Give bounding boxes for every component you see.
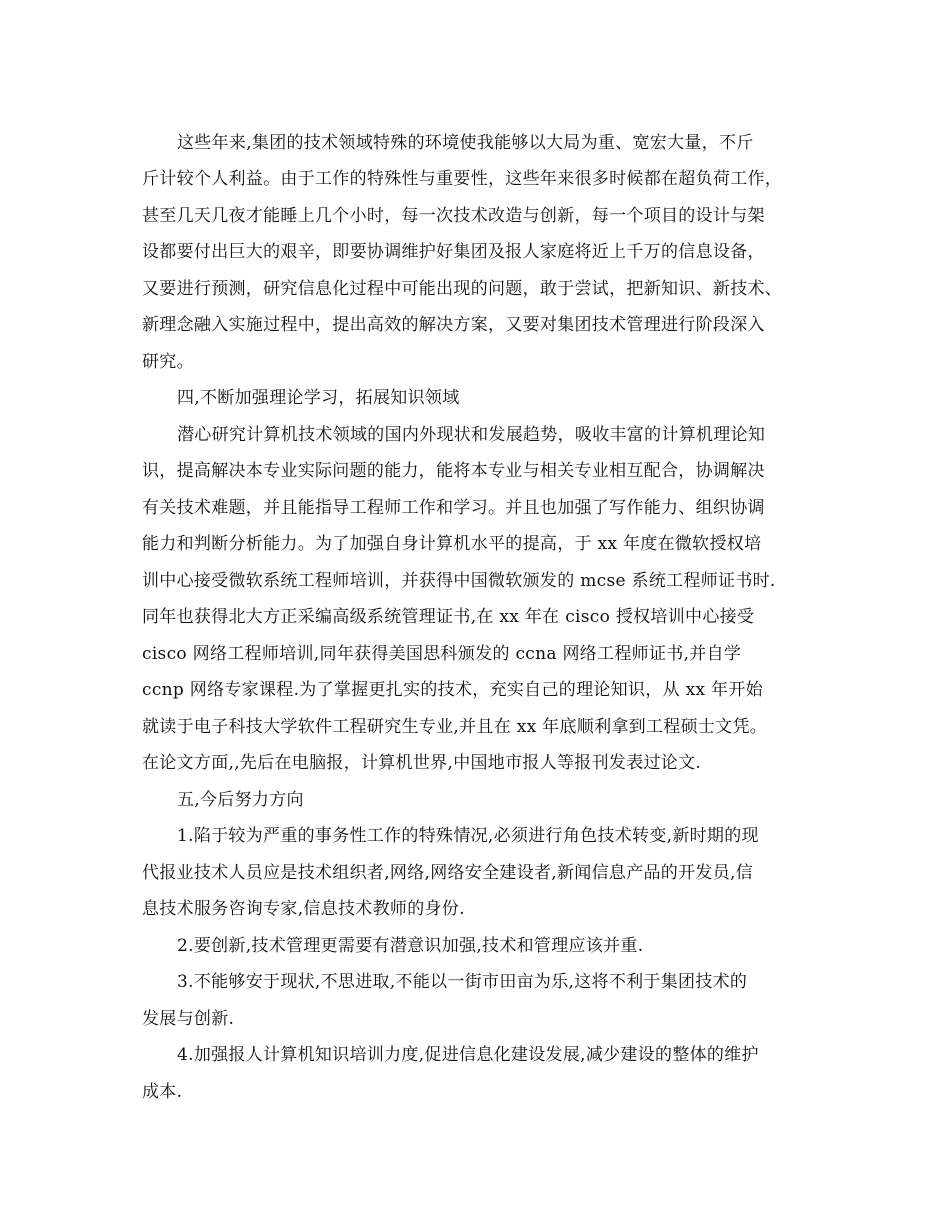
text-line: 息技术服务咨询专家,信息技术教师的身份. (142, 899, 465, 919)
text-line: 4.加强报人计算机知识培训力度,促进信息化建设发展,减少建设的整体的维护 (177, 1045, 759, 1065)
text-line: 又要进行预测，研究信息化过程中可能出现的问题，敢于尝试，把新知识、新技术、 (142, 279, 783, 299)
text-line: 同年也获得北大方正采编高级系统管理证书,在 xx 年在 cisco 授权培训中心接受 (142, 607, 755, 627)
text-line: 3.不能够安于现状,不思进取,不能以一街市田亩为乐,这将不利于集团技术的 (177, 972, 748, 992)
text-line: 就读于电子科技大学软件工程研究生专业,并且在 xx 年底顺利拿到工程硕士文凭。 (142, 717, 768, 737)
text-line: 识，提高解决本专业实际问题的能力，能将本专业与相关专业相互配合，协调解决 (142, 461, 765, 481)
text-line: 2.要创新,技术管理更需要有潜意识加强,技术和管理应该并重. (177, 936, 644, 956)
text-line: 设都要付出巨大的艰辛，即要协调维护好集团及报人家庭将近上千万的信息设备， (142, 242, 765, 262)
text-line: cisco 网络工程师培训,同年获得美国思科颁发的 ccna 网络工程师证书,并自学 (142, 644, 742, 664)
section-heading: 四,不断加强理论学习，拓展知识领域 (177, 388, 460, 408)
text-line: 成本. (142, 1082, 183, 1102)
text-line: 训中心接受微软系统工程师培训，并获得中国微软颁发的 mcse 系统工程师证书时. (142, 571, 776, 591)
text-line: 能力和判断分析能力。为了加强自身计算机水平的提高，于 xx 年度在微软授权培 (142, 534, 762, 554)
text-line: 代报业技术人员应是技术组织者,网络,网络安全建设者,新闻信息产品的开发员,信 (142, 863, 754, 883)
text-line: 新理念融入实施过程中，提出高效的解决方案，又要对集团技术管理进行阶段深入 (142, 315, 765, 335)
text-line: 斤计较个人利益。由于工作的特殊性与重要性，这些年来很多时候都在超负荷工作， (142, 169, 783, 189)
text-line: ccnp 网络专家课程.为了掌握更扎实的技术，充实自己的理论知识，从 xx 年开始 (142, 680, 763, 700)
section-heading: 五,今后努力方向 (177, 790, 304, 810)
text-line: 发展与创新. (142, 1009, 235, 1029)
text-line: 1.陷于较为严重的事务性工作的特殊情况,必须进行角色技术转变,新时期的现 (177, 826, 759, 846)
text-line: 甚至几天几夜才能睡上几个小时，每一次技术改造与创新，每一个项目的设计与架 (142, 206, 765, 226)
text-line: 有关技术难题，并且能指导工程师工作和学习。并且也加强了写作能力、组织协调 (142, 498, 765, 518)
text-line: 潜心研究计算机技术领域的国内外现状和发展趋势，吸收丰富的计算机理论知 (177, 425, 766, 445)
text-line: 研究。 (142, 352, 194, 372)
text-line: 在论文方面,,先后在电脑报，计算机世界,中国地市报人等报刊发表过论文. (142, 753, 702, 773)
text-line: 这些年来,集团的技术领域特殊的环境使我能够以大局为重、宽宏大量，不斤 (177, 133, 754, 153)
